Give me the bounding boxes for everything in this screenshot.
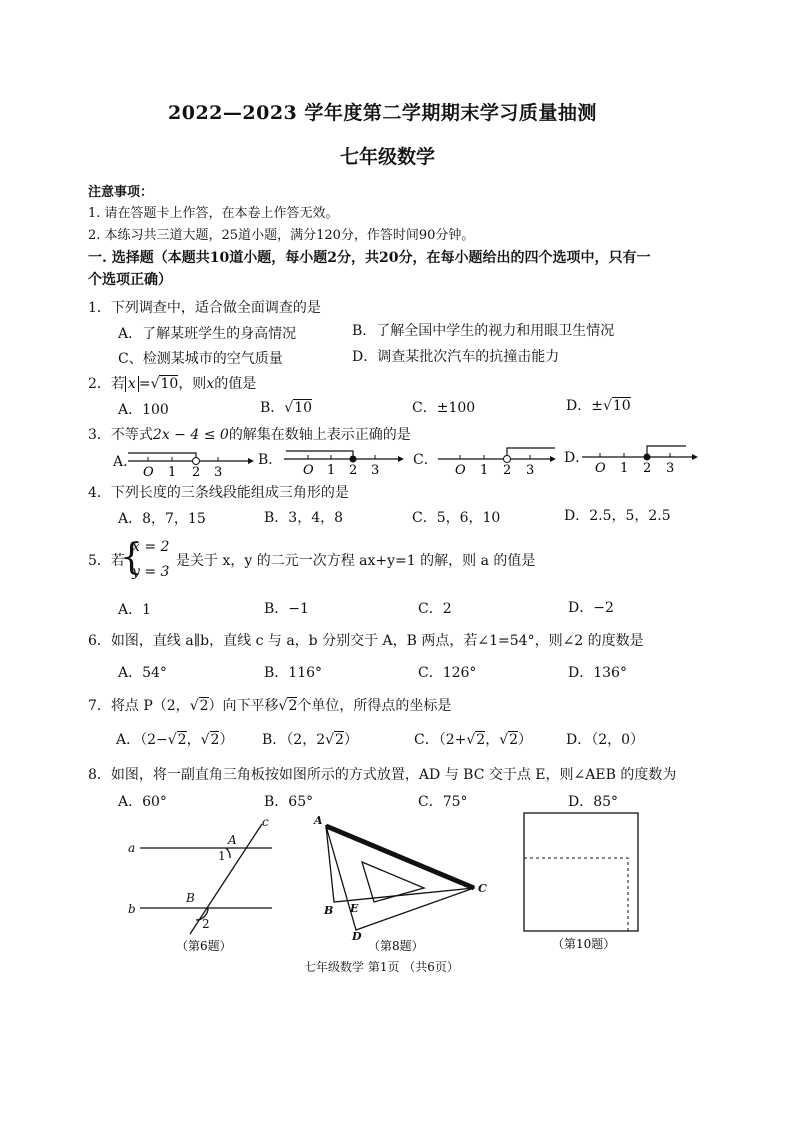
q7-rad2: 2: [288, 698, 298, 714]
q7-option-c: C．（2+√2，√2）: [414, 732, 533, 748]
q1-stem: 1．下列调查中，适合做全面调查的是: [88, 300, 321, 316]
q3-stem-pre: 3．不等式: [88, 427, 153, 443]
page-title: 2022—2023 学年度第二学期期末学习质量抽测: [168, 102, 597, 124]
q1-option-d: D．调查某批次汽车的抗撞击能力: [352, 349, 560, 365]
q6-option-c: C．126°: [418, 665, 477, 681]
q7-c-post: ）: [518, 732, 533, 748]
fig6-label-b: b: [128, 902, 136, 916]
fig6-label-angle1: 1: [218, 849, 226, 863]
q3-inequality: 2x − 4 ≤ 0: [152, 427, 229, 443]
q2-d-label: D．±: [566, 398, 603, 414]
fig8-label-C: C: [478, 882, 487, 895]
fig8-caption: （第8题）: [368, 939, 424, 953]
q7-rad: 2: [199, 698, 209, 714]
fig8-label-E: E: [350, 902, 359, 915]
q7-a-rad1: 2: [177, 732, 187, 748]
q3b-tick-3: 3: [371, 463, 380, 478]
q7-c-rad2: 2: [509, 732, 519, 748]
q7-option-a: A．（2−√2，√2）: [116, 732, 234, 748]
q3a-tick-1: 1: [168, 465, 177, 480]
q7-a-rad2: 2: [210, 732, 220, 748]
q5-row2: y = 3: [132, 564, 170, 580]
fig6-line-c: [190, 824, 262, 934]
section-heading-cont: 个选项正确）: [88, 272, 172, 288]
fig10-fold-line: [524, 858, 628, 931]
fig10-outer-rect: [524, 813, 638, 931]
q3d-tick-0: O: [595, 461, 606, 476]
page-subtitle: 七年级数学: [340, 146, 436, 168]
q7-c-rad1: 2: [476, 732, 486, 748]
q7-a-mid: ，: [186, 732, 201, 748]
q5-option-a: A．1: [118, 602, 152, 618]
q7-b-post: ）: [343, 732, 358, 748]
q3-option-b-label: B．: [258, 452, 283, 468]
q1-option-c: C、检测某城市的空气质量: [118, 351, 283, 367]
fig6-label-B: B: [186, 891, 195, 905]
q2-stem: 2．若 x =√10，则x的值是: [88, 376, 257, 392]
fig6-caption: （第6题）: [176, 939, 232, 953]
notes-item-2: 2. 本练习共三道大题，25道小题，满分120分，作答时间90分钟。: [88, 228, 475, 243]
q7-a-pre: A．（2−: [116, 732, 168, 748]
q3a-tick-3: 3: [214, 465, 223, 480]
q7-b-rad: 2: [335, 732, 344, 748]
section-heading: 一. 选择题（本题共10道小题，每小题2分，共20分，在每小题给出的四个选项中，只有一: [88, 250, 651, 266]
q2-rad: 10: [160, 376, 179, 392]
q2-option-d: D．±√10: [566, 398, 631, 414]
q8-option-d: D．85°: [568, 794, 619, 810]
fig10-caption: （第10题）: [552, 937, 616, 951]
figure-10: [524, 813, 638, 931]
q3-option-a-label: A．: [113, 454, 138, 470]
fig8-label-D: D: [352, 930, 362, 943]
fig8-label-B: B: [324, 904, 334, 917]
q3-option-c-label: C．: [413, 452, 438, 468]
q6-option-b: B．116°: [264, 665, 323, 681]
q8-option-a: A．60°: [118, 794, 167, 810]
fig8-ruler-edge: [326, 826, 474, 888]
q1-option-b: B．了解全国中学生的视力和用眼卫生情况: [352, 323, 615, 339]
q2-tail: 的值是: [214, 376, 257, 392]
q2-eq: =: [138, 376, 151, 392]
q3b-tick-1: 1: [327, 463, 336, 478]
q4-option-a: A．8，7，15: [118, 511, 206, 527]
q2-var: x: [206, 376, 215, 392]
q8-option-c: C．75°: [418, 794, 468, 810]
q3-option-d-label: D．: [564, 450, 590, 466]
q3d-tick-3: 3: [666, 461, 675, 476]
q6-option-d: D．136°: [568, 665, 627, 681]
q3a-tick-0: O: [143, 465, 154, 480]
q5-post: 是关于 x，y 的二元一次方程 ax+y=1 的解，则 a 的值是: [176, 553, 536, 569]
q8-stem: 8．如图，将一副直角三角板按如图所示的方式放置，AD 与 BC 交于点 E，则∠AEB 的度数为: [88, 767, 677, 783]
q3b-tick-2: 2: [349, 463, 358, 478]
q7-stem-post: 个单位，所得点的坐标是: [297, 698, 452, 714]
q3a-tick-2: 2: [192, 465, 201, 480]
fig8-label-A: A: [314, 814, 323, 827]
fig6-label-angle2: 2: [202, 917, 210, 931]
q8-option-b: B．65°: [264, 794, 314, 810]
q7-stem-pre: 7．将点 P（2，: [88, 698, 190, 714]
q3d-tick-2: 2: [643, 461, 652, 476]
q4-option-b: B．3，4，8: [264, 510, 344, 526]
q5-brace: {: [120, 537, 143, 578]
q5-option-b: B．−1: [264, 601, 309, 617]
q6-stem: 6．如图，直线 a∥b，直线 c 与 a，b 分别交于 A，B 两点，若∠1=54°，则∠2 的度数是: [88, 633, 644, 649]
fig6-label-a: a: [128, 841, 136, 855]
q6-option-a: A．54°: [118, 665, 167, 681]
notes-item-1: 1. 请在答题卡上作答，在本卷上作答无效。: [88, 206, 339, 221]
q1-option-a: A．了解某班学生的身高情况: [118, 326, 297, 342]
fig6-label-A: A: [228, 833, 237, 847]
q2-option-a: A．100: [118, 402, 169, 418]
q2-b-rad: 10: [294, 400, 313, 416]
fig6-label-c: c: [262, 815, 269, 829]
q7-b-pre: B．（2，2: [262, 732, 326, 748]
q3c-tick-0: O: [455, 463, 466, 478]
q2-pre: 2．若: [88, 376, 125, 392]
q7-stem-mid: ）向下平移: [208, 698, 279, 714]
q7-option-d: D．（2，0）: [566, 732, 645, 748]
q4-option-d: D．2.5，5，2.5: [564, 508, 671, 524]
q5-option-c: C．2: [418, 601, 452, 617]
q2-d-rad: 10: [612, 398, 631, 414]
q7-stem: 7．将点 P（2，√2）向下平移√2个单位，所得点的坐标是: [88, 698, 452, 714]
q2-abs-x: x: [125, 376, 139, 392]
q5-row1: x = 2: [132, 539, 170, 555]
fig6-angle1-arc: [226, 848, 230, 858]
q2-option-c: C．±100: [412, 400, 476, 416]
figure-8: [326, 826, 474, 930]
q3b-tick-0: O: [303, 463, 314, 478]
q3c-tick-2: 2: [503, 463, 512, 478]
q3d-tick-1: 1: [620, 461, 629, 476]
q3-stem-post: 的解集在数轴上表示正确的是: [228, 427, 411, 443]
q4-option-c: C．5，6，10: [412, 510, 501, 526]
q3c-tick-1: 1: [480, 463, 489, 478]
q4-stem: 4．下列长度的三条线段能组成三角形的是: [88, 485, 349, 501]
q5-option-d: D．−2: [568, 600, 614, 616]
q3c-tick-3: 3: [526, 463, 535, 478]
q7-option-b: B．（2，2√2）: [262, 732, 358, 748]
q7-c-pre: C．（2+: [414, 732, 467, 748]
q7-a-post: ）: [219, 732, 234, 748]
q2-option-b: B．√10: [260, 400, 313, 416]
q2-post: ，则: [178, 376, 207, 392]
q2-b-label: B．: [260, 400, 285, 416]
page-footer: 七年级数学 第1页 （共6页）: [304, 960, 459, 974]
q7-c-mid: ，: [485, 732, 500, 748]
q5-pre: 5．若: [88, 553, 125, 569]
notes-heading: 注意事项：: [88, 185, 154, 200]
